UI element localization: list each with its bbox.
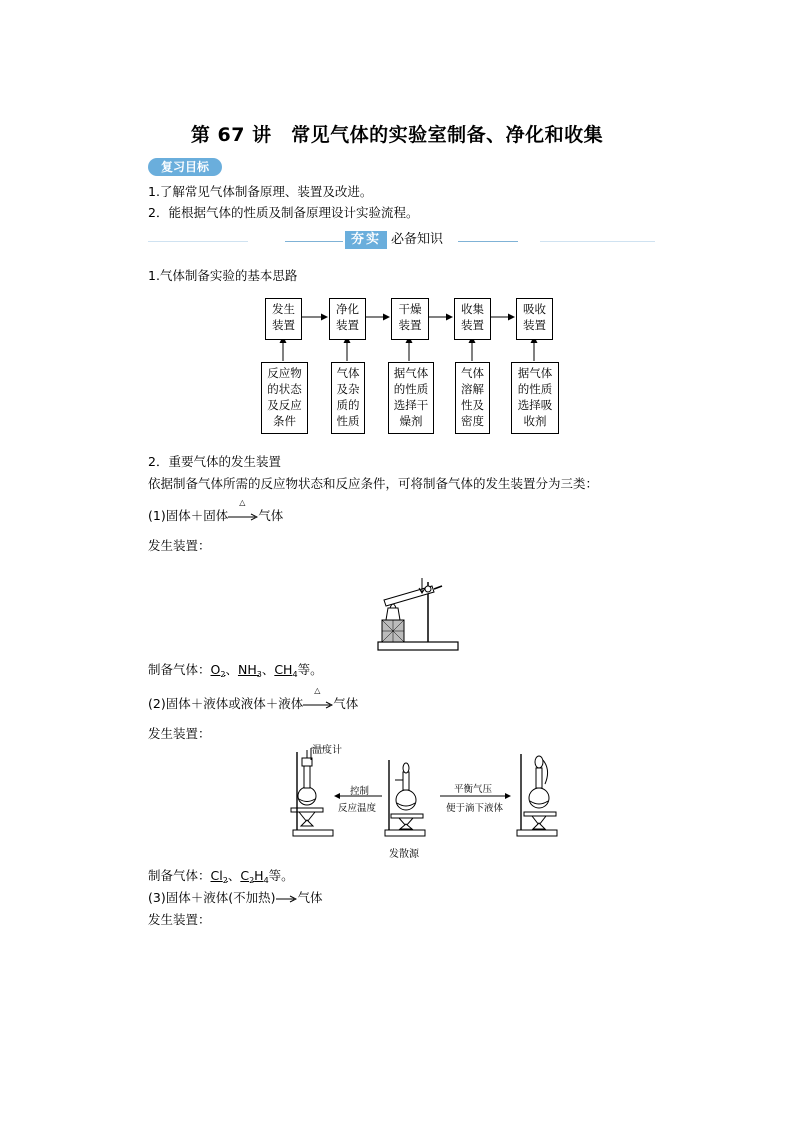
goal-1: 1.了解常见气体制备原理、装置及改进。 <box>148 184 373 199</box>
review-goals-badge: 复习目标 <box>148 158 222 176</box>
gases-list-1: 制备气体：$O_2$、$NH_3$、$CH_4$等。 <box>148 662 323 679</box>
flow-box-reactant-state: 反应物 的状态 及反应 条件 <box>261 362 308 434</box>
flow-box-purification: 净化装置 <box>329 298 366 340</box>
flow-box-generation: 发生装置 <box>265 298 302 340</box>
section-pill: 夯实 <box>345 231 387 249</box>
type3-device-label: 发生装置： <box>148 912 211 927</box>
center-caption: 发散源 <box>389 849 419 860</box>
flow-box-absorbent: 据气体 的性质 选择吸 收剂 <box>511 362 559 434</box>
flow-box-collection: 收集装置 <box>454 298 491 340</box>
flow-box-drying: 干燥装置 <box>391 298 429 340</box>
right-arrow-label-top: 平衡气压 <box>454 784 493 795</box>
solid-heating-apparatus <box>376 578 466 654</box>
type1-device-label: 发生装置： <box>148 538 211 553</box>
type2-equation: (2)固体＋液体或液体＋液体 △ 气体 <box>148 686 359 711</box>
section2-intro: 依据制备气体所需的反应物状态和反应条件，可将制备气体的发生装置分为三类： <box>148 476 599 491</box>
gases-list-2: 制备气体：$Cl_2$、$C_2H_4$等。 <box>148 868 294 885</box>
section1-heading: 1.气体制备实验的基本思路 <box>148 268 298 283</box>
center-flask-assembly <box>385 760 425 836</box>
flow-box-gas-impurity: 气体 及杂 质的 性质 <box>331 362 365 434</box>
section2-heading: 2．重要气体的发生装置 <box>148 454 281 469</box>
left-flask-assembly <box>291 748 333 836</box>
right-flask-assembly <box>517 754 557 836</box>
type1-equation: (1)固体＋固体 △ 气体 <box>148 498 284 523</box>
flow-box-absorption: 吸收装置 <box>516 298 553 340</box>
left-arrow-label-bottom: 反应温度 <box>338 803 377 814</box>
left-arrow-label-top: 控制 <box>350 786 370 797</box>
type3-equation: (3)固体＋液体(不加热) 气体 <box>148 890 323 905</box>
thermometer-label: 温度计 <box>312 745 342 756</box>
goal-2: 2．能根据气体的性质及制备原理设计实验流程。 <box>148 205 419 220</box>
page-title: 第 67 讲 常见气体的实验室制备、净化和收集 <box>190 124 604 146</box>
right-arrow-label-bottom: 便于滴下液体 <box>446 803 504 814</box>
section-label: 必备知识 <box>391 232 444 247</box>
flow-box-solubility: 气体 溶解 性及 密度 <box>455 362 490 434</box>
type2-device-label: 发生装置： <box>148 726 211 741</box>
flow-box-desiccant: 据气体 的性质 选择干 燥剂 <box>388 362 434 434</box>
